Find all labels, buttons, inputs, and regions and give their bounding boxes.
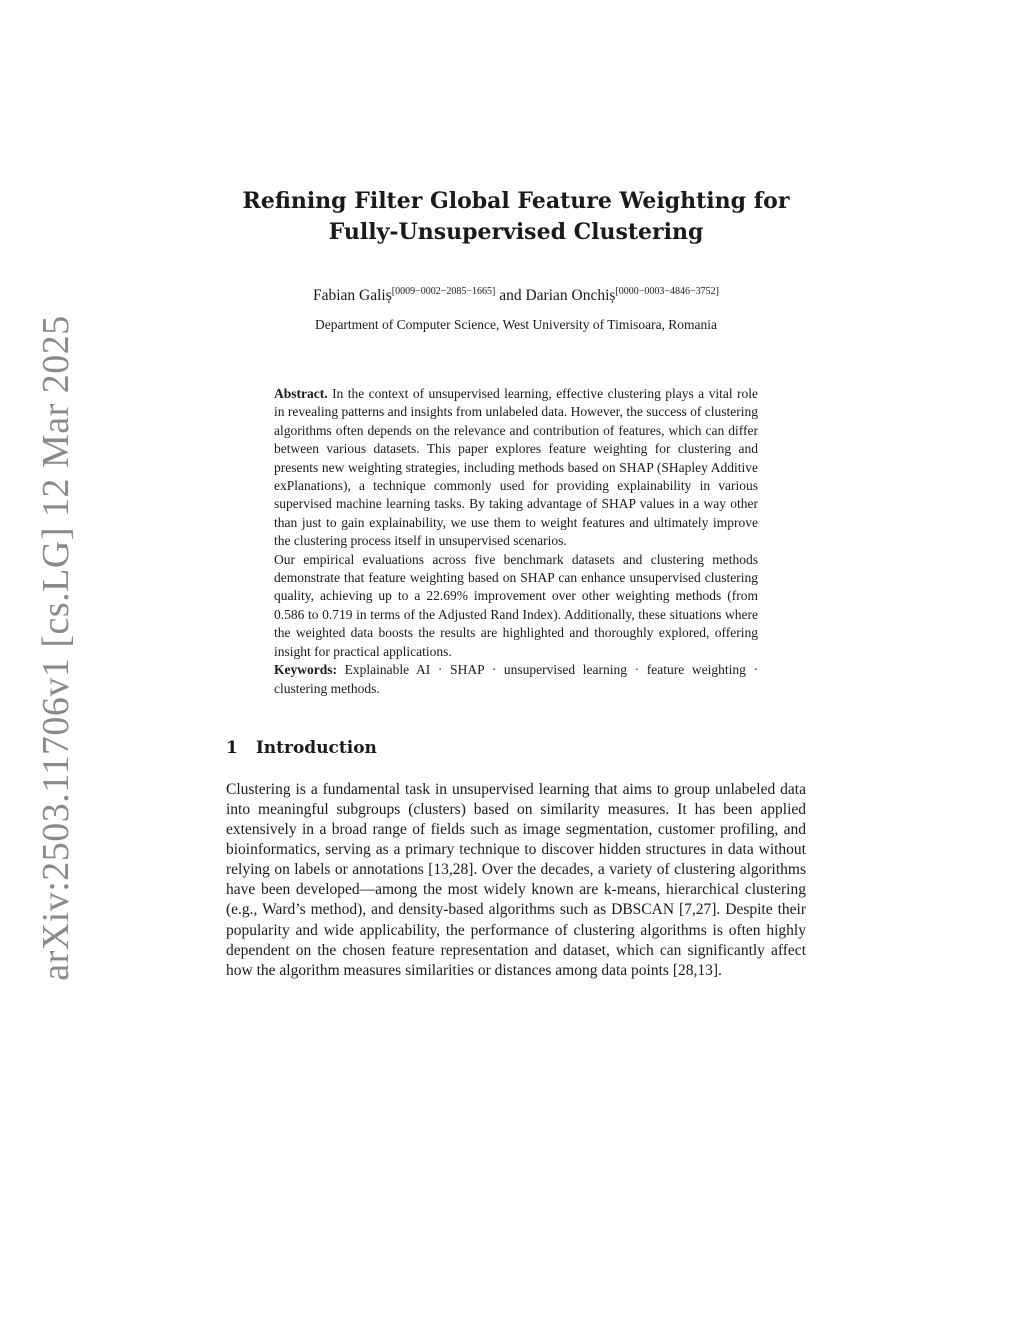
keywords [274, 661, 758, 698]
author-list [226, 286, 806, 305]
section-heading [226, 738, 806, 758]
title-line-2: Fully-Unsupervised Clustering [328, 219, 704, 245]
author-orcid: [0000−0003−4846−3752] [615, 286, 720, 297]
paper-title [226, 186, 806, 248]
abstract-paragraph: Our empirical evaluations across five benchmark datasets and clustering methods demonstrate that feature weighting based on SHAP can enhance unsupervised clustering quality, achieving up to a 22.69% improvement over other weighting methods (from 0.586 to 0.719 in terms of the Adjusted Rand Index). Additionally, these situations where the weighted data boosts the results are highlighted and thoroughly explored, offering insight for practical applications. [274, 551, 758, 659]
author-conjunction: and [495, 287, 526, 304]
keywords-label: Keywords: [274, 662, 337, 678]
author-name: Darian Onchiș [525, 287, 616, 304]
abstract-text: In the context of unsupervised learning, effective clustering plays a vital role in revealing patterns and insights from unlabeled data. However, the success of clustering algorithms often depends on the relevance and contribution of features, which can differ between various datasets. This paper explores feature weighting for clustering and presents new weighting strategies, including methods based on SHAP (SHapley Additive exPlanations), a technique commonly used for providing explainability in various supervised machine learning tasks. By taking advantage of SHAP values in a way other than just to gain explainability, we use them to weight features and ultimately improve the clustering process itself in unsupervised scenarios. [274, 386, 758, 549]
abstract [274, 385, 758, 698]
title-line-1: Refining Filter Global Feature Weighting for [242, 188, 790, 214]
section-body: Clustering is a fundamental task in unsupervised learning that aims to group unlabeled data into meaningful subgroups (clusters) based on similarity measures. It has been applied extensively in a broad range of fields such as image segmentation, customer profiling, and bioinformatics, serving as a primary technique to discover hidden structures in data without relying on labels or annotations [13,28]. Over the decades, a variety of clustering algorithms have been developed—among the most widely known are k-means, hierarchical clustering (e.g., Ward’s method), and density-based algorithms such as DBSCAN [7,27]. Despite their popularity and wide applicability, the performance of clustering algorithms is often highly dependent on the chosen feature representation and dataset, which can significantly affect how the algorithm measures similarities or distances among data points [28,13]. [226, 780, 806, 979]
keywords-text: Explainable AI · SHAP · unsupervised learning · feature weighting · clustering methods. [274, 662, 759, 696]
arxiv-identifier: arXiv:2503.11706v1 [cs.LG] 12 Mar 2025 [35, 315, 77, 981]
abstract-label: Abstract. [274, 386, 328, 401]
author-orcid: [0009−0002−2085−1665] [391, 286, 496, 297]
affiliation: Department of Computer Science, West University of Timisoara, Romania [314, 317, 718, 332]
paper-page [226, 186, 806, 996]
section-number: 1 [226, 737, 238, 758]
section-title: Introduction [255, 737, 377, 758]
abstract-paragraph [274, 385, 758, 551]
author-name: Fabian Galiș [312, 287, 392, 304]
